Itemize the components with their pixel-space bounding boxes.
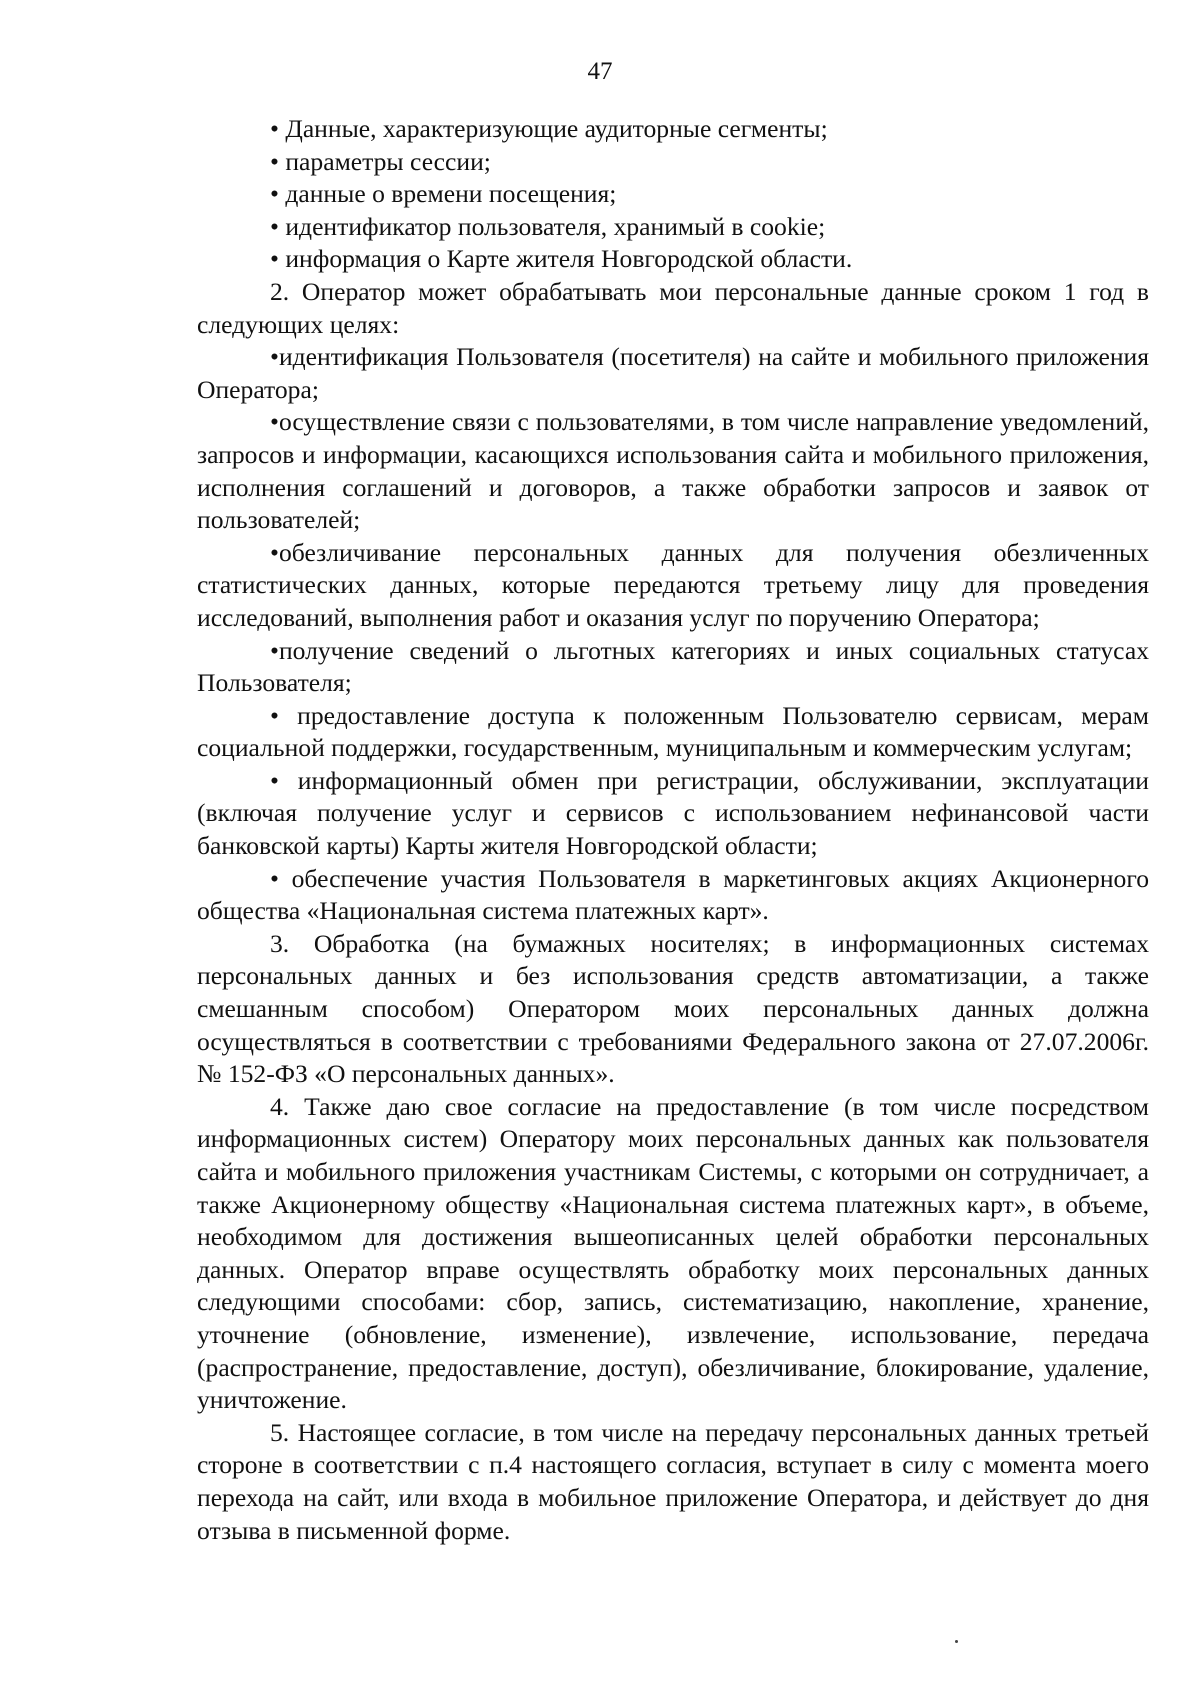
paragraph-2: 2. Оператор может обрабатывать мои персональные данные сроком 1 год в следующих целях: <box>197 276 1149 339</box>
purpose-item: •получение сведений о льготных категориях и иных социальных статусах Пользователя; <box>197 635 1149 698</box>
page-number: 47 <box>587 58 613 85</box>
purpose-item: •обезличивание персональных данных для получения обезличенных статистических данных, которые передаются третьему лицу для проведения исследований, выполнения работ и оказания услуг по поручению Оператора; <box>197 537 1149 632</box>
purpose-item: • информационный обмен при регистрации, обслуживании, эксплуатации (включая получение услуг и сервисов с использованием нефинансовой части банковской карты) Карты жителя Новгородской области; <box>197 765 1149 861</box>
purpose-item: •идентификация Пользователя (посетителя) на сайте и мобильного приложения Оператора; <box>197 342 1149 404</box>
bullet-item: • идентификатор пользователя, хранимый в cookie; <box>270 211 826 241</box>
purpose-item: •осуществление связи с пользователями, в том числе направление уведомлений, запросов и информации, касающихся использования сайта и мобильного приложения, исполнения соглашений и договоров, а также обработки запросов и заявок от пользователей; <box>197 407 1149 535</box>
document-body <box>197 113 1149 1547</box>
bullet-item: • Данные, характеризующие аудиторные сегменты; <box>270 114 828 143</box>
paragraph-4: 4. Также даю свое согласие на предоставление (в том числе посредством информационных систем) Оператору моих персональных данных как пользователя сайта и мобильного приложения участникам Системы, с которыми он сотрудничает, а также Акционерному обществу «Национальная система платежных карт», в объеме, необходимом для достижения вышеописанных целей обработки персональных данных. Оператор вправе осуществлять обработку моих персональных данных следующими способами: сбор, запись, систематизацию, накопление, хранение, уточнение (обновление, изменение), извлечение, использование, передача (распространение, предоставление, доступ), обезличивание, блокирование, удаление, уничтожение. <box>197 1091 1149 1415</box>
paragraph-3: 3. Обработка (на бумажных носителях; в информационных системах персональных данных и без использования средств автоматизации, а также смешанным способом) Оператором моих персональных данных должна осуществляться в соответствии с требованиями Федерального закона от 27.07.2006г. № 152-ФЗ «О персональных данных». <box>197 928 1149 1089</box>
bullet-item: • данные о времени посещения; <box>270 179 617 209</box>
bullet-item: • параметры сессии; <box>270 146 491 176</box>
paragraph-5: 5. Настоящее согласие, в том числе на передачу персональных данных третьей стороне в соответствии с п.4 настоящего согласия, вступает в силу с момента моего перехода на сайт, или входа в мобильное приложение Оператора, и действует до дня отзыва в письменной форме. <box>197 1417 1149 1545</box>
purpose-item: • обеспечение участия Пользователя в маркетинговых акциях Акционерного общества «Национальная система платежных карт». <box>197 863 1149 926</box>
purpose-item: • предоставление доступа к положенным Пользователю сервисам, мерам социальной поддержки, государственным, муниципальным и коммерческим услугам; <box>197 700 1149 763</box>
scan-speck <box>955 1640 958 1643</box>
bullet-item: • информация о Карте жителя Новгородской области. <box>270 244 853 274</box>
